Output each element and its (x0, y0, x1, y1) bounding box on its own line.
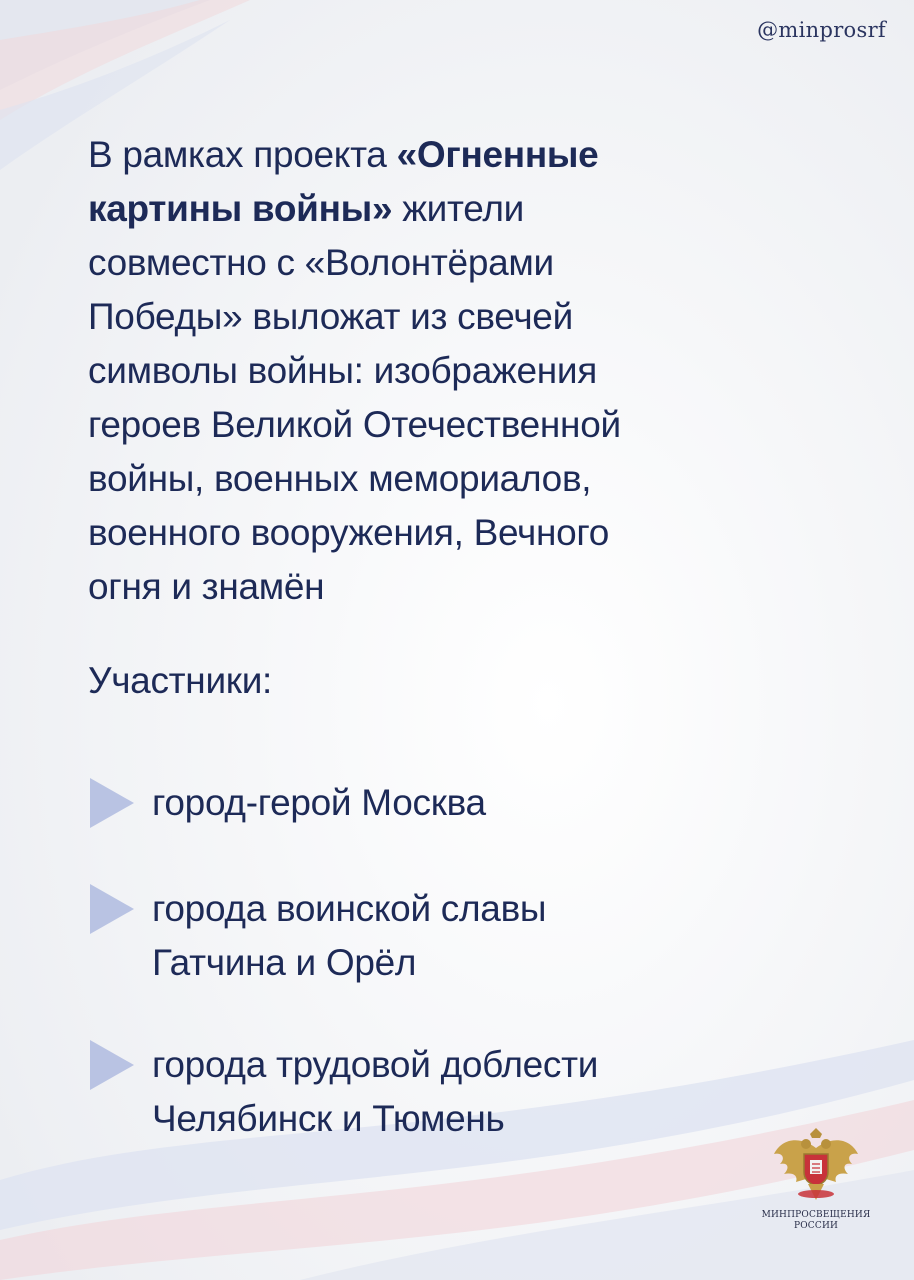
project-name: «Огненные картины войны» (88, 134, 599, 229)
list-item-line: город-герой Москва (152, 782, 486, 823)
intro-text-start: В рамках проекта (88, 134, 397, 175)
logo-caption-line: РОССИИ (793, 1221, 839, 1231)
list-item-line: Челябинск и Тюмень (152, 1098, 505, 1139)
logo-caption (756, 1210, 876, 1232)
double-headed-eagle-icon (770, 1128, 862, 1204)
social-handle[interactable]: @minprosrf (757, 18, 886, 42)
participants-heading: Участники: (88, 660, 273, 701)
bullet-triangle-icon (88, 776, 136, 830)
intro-paragraph (88, 128, 688, 614)
bullet-triangle-icon (88, 1038, 136, 1092)
bullet-triangle-icon (88, 882, 136, 936)
list-item (88, 776, 486, 830)
list-item (88, 1038, 598, 1146)
ministry-logo (756, 1128, 876, 1232)
logo-caption-line: МИНПРОСВЕЩЕНИЯ (761, 1210, 871, 1220)
intro-text-end: жители совместно с «Волонтёрами Победы» выложат из свечей символы войны: изображения героев Великой Отечественной войны, военных мемориалов, военного вооружения, Вечного огня и знамён (88, 188, 621, 607)
list-item (88, 882, 546, 990)
list-item-line: города трудовой доблести (152, 1044, 599, 1085)
list-item-line: города воинской славы (152, 888, 547, 929)
list-item-line: Гатчина и Орёл (152, 942, 417, 983)
